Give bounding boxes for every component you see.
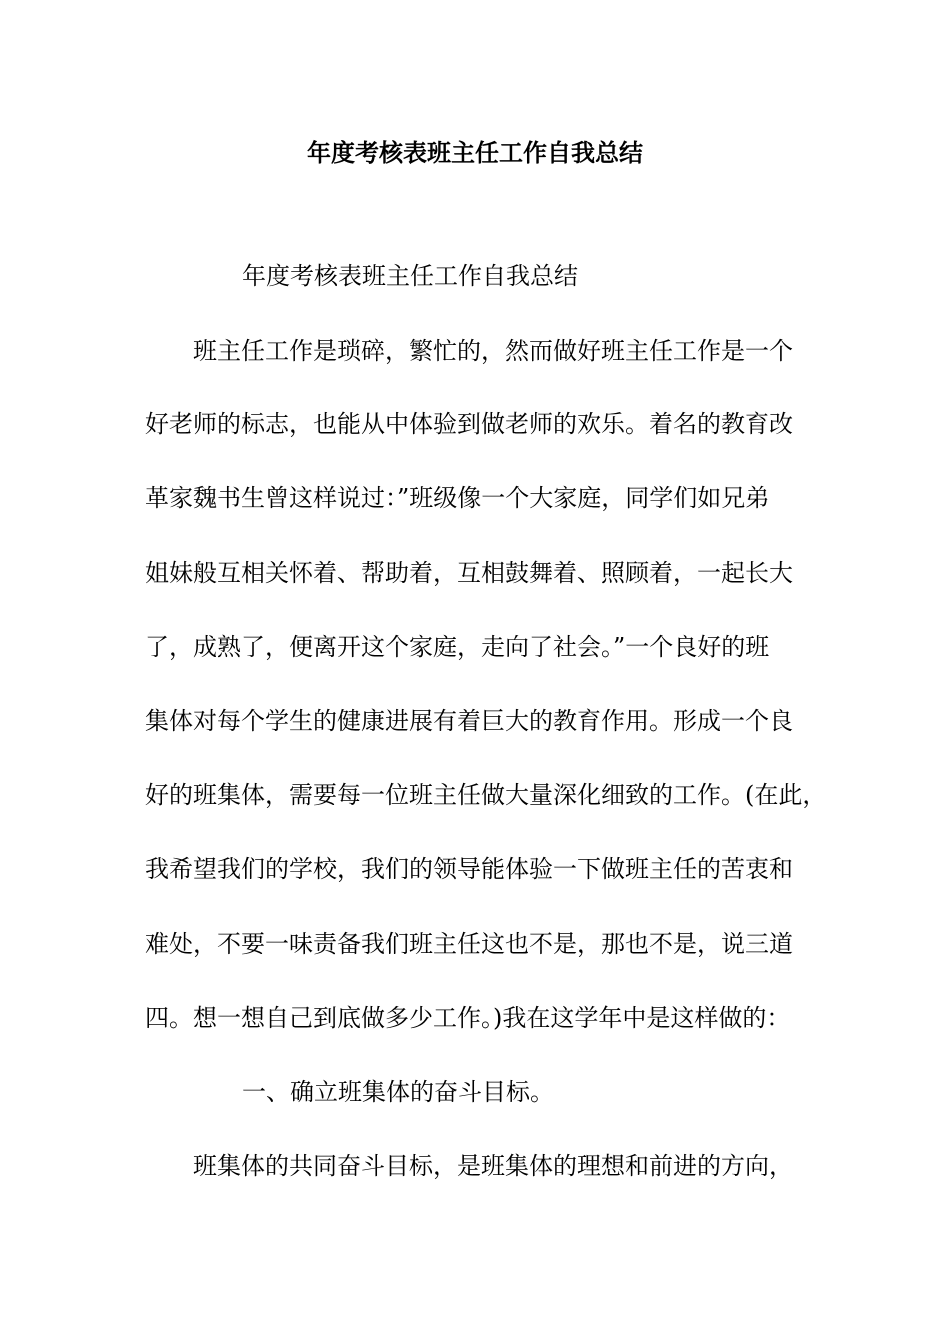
- paragraph-line: 班主任工作是琐碎，繁忙的，然而做好班主任工作是一个: [193, 337, 793, 365]
- paragraph-line: 四。想一想自己到底做多少工作。)我在这学年中是这样做的：: [145, 1004, 791, 1032]
- body-heading-line: 年度考核表班主任工作自我总结: [242, 262, 578, 290]
- paragraph-line: 好的班集体，需要每一位班主任做大量深化细致的工作。(在此，: [145, 781, 827, 809]
- paragraph-line: 我希望我们的学校，我们的领导能体验一下做班主任的苦衷和: [145, 855, 793, 883]
- paragraph-line: 姐妹般互相关怀着、帮助着，互相鼓舞着、照顾着，一起长大: [145, 559, 793, 587]
- section-heading-line: 一、确立班集体的奋斗目标。: [242, 1078, 554, 1106]
- paragraph-line: 集体对每个学生的健康进展有着巨大的教育作用。形成一个良: [145, 707, 793, 735]
- document-title: 年度考核表班主任工作自我总结: [307, 138, 643, 167]
- paragraph-line: 革家魏书生曾这样说过：”班级像一个大家庭，同学们如兄弟: [145, 484, 770, 512]
- paragraph-line: 了，成熟了，便离开这个家庭，走向了社会。”一个良好的班: [145, 633, 770, 661]
- paragraph-line: 班集体的共同奋斗目标，是班集体的理想和前进的方向，: [193, 1152, 793, 1180]
- paragraph-line: 好老师的标志，也能从中体验到做老师的欢乐。着名的教育改: [145, 410, 793, 438]
- paragraph-line: 难处，不要一味责备我们班主任这也不是，那也不是，说三道: [145, 930, 793, 958]
